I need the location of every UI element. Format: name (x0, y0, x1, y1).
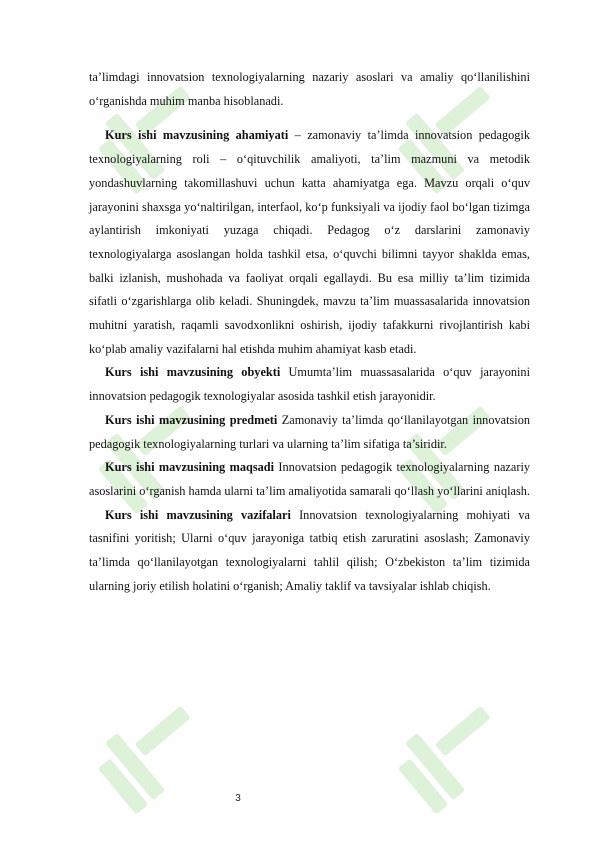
vazifalari-text: Innovatsion texnologiyalarning mohiyati va tasnifini yoritish; Ularni o‘quv jarayoniga tatbiq etish zaruratini asoslash; Zamonaviy ta’limda qo‘llanilayotgan texnologiyalarni tahlil qilish; O‘zbekiston ta’lim tizimida ularning joriy etilish holatini o‘rganish; Amaliy taklif va tavsiyalar ishlab chiqish. (89, 507, 530, 593)
ahamiyati-label: Kurs ishi mavzusining ahamiyati (105, 128, 289, 143)
predmeti-paragraph (89, 409, 530, 456)
predmeti-label: Kurs ishi mavzusining predmeti (105, 412, 278, 427)
ahamiyati-paragraph (89, 124, 530, 361)
intro-text: ta’limdagi innovatsion texnologiyalarning nazariy asoslari va amaliy qo‘llanilishini o‘rganishda muhim manba hisoblanadi. (89, 70, 530, 108)
maqsadi-text: Innovatsion pedagogik texnologiyalarning nazariy asoslarini o‘rganish hamda ularni ta’lim amaliyotida samarali qo‘llash yo‘llarini aniqlash. (89, 460, 531, 498)
vazifalari-paragraph (89, 504, 530, 599)
document-body (89, 66, 530, 598)
maqsadi-paragraph (89, 456, 530, 503)
watermark-logo-icon (70, 680, 220, 830)
vazifalari-label: Kurs ishi mavzusining vazifalari (105, 507, 291, 522)
watermark-logo-icon (370, 680, 520, 830)
page-number: 3 (235, 793, 241, 804)
predmeti-text: Zamonaviy ta’limda qo‘llanilayotgan innovatsion pedagogik texnologiyalarning turlari va ularning ta’lim sifatiga ta’siridir. (89, 412, 530, 451)
obyekti-label: Kurs ishi mavzusining obyekti (105, 365, 281, 380)
intro-paragraph (89, 66, 530, 113)
obyekti-text: Umumta’lim muassasalarida o‘quv jarayonini innovatsion pedagogik texnologiyalar asosida tashkil etish jarayonidir. (89, 365, 530, 404)
ahamiyati-text: – zamonaviy ta’limda innovatsion pedagogik texnologiyalarning roli – o‘qituvchilik amaliyoti, ta’lim mazmuni va metodik yondashuvlarning takomillashuvi uchun katta ahamiyatga ega. Mavzu orqali o‘quv jarayonini shaxsga yo‘naltirilgan, interfaol, ko‘p funksiyali va ijodiy faol bo‘lgan tizimga aylantirish imkoniyati yuzaga chiqadi. Pedagog o‘z darslarini zamonaviy texnologiyalarga asoslangan holda tashkil etsa, o‘quvchi bilimni tayyor shaklda emas, balki izlanish, mushohada va faoliyat orqali egallaydi. Bu esa milliy ta’lim tizimida sifatli o‘zgarishlarga olib keladi. Shuningdek, mavzu ta’lim muassasalarida innovatsion muhitni yaratish, raqamli savodxonlikni oshirish, ijodiy tafakkurni rivojlantirish kabi ko‘plab amaliy vazifalarni hal etishda muhim ahamiyat kasb etadi. (89, 128, 530, 356)
maqsadi-label: Kurs ishi mavzusining maqsadi (105, 460, 275, 475)
obyekti-paragraph (89, 361, 530, 408)
